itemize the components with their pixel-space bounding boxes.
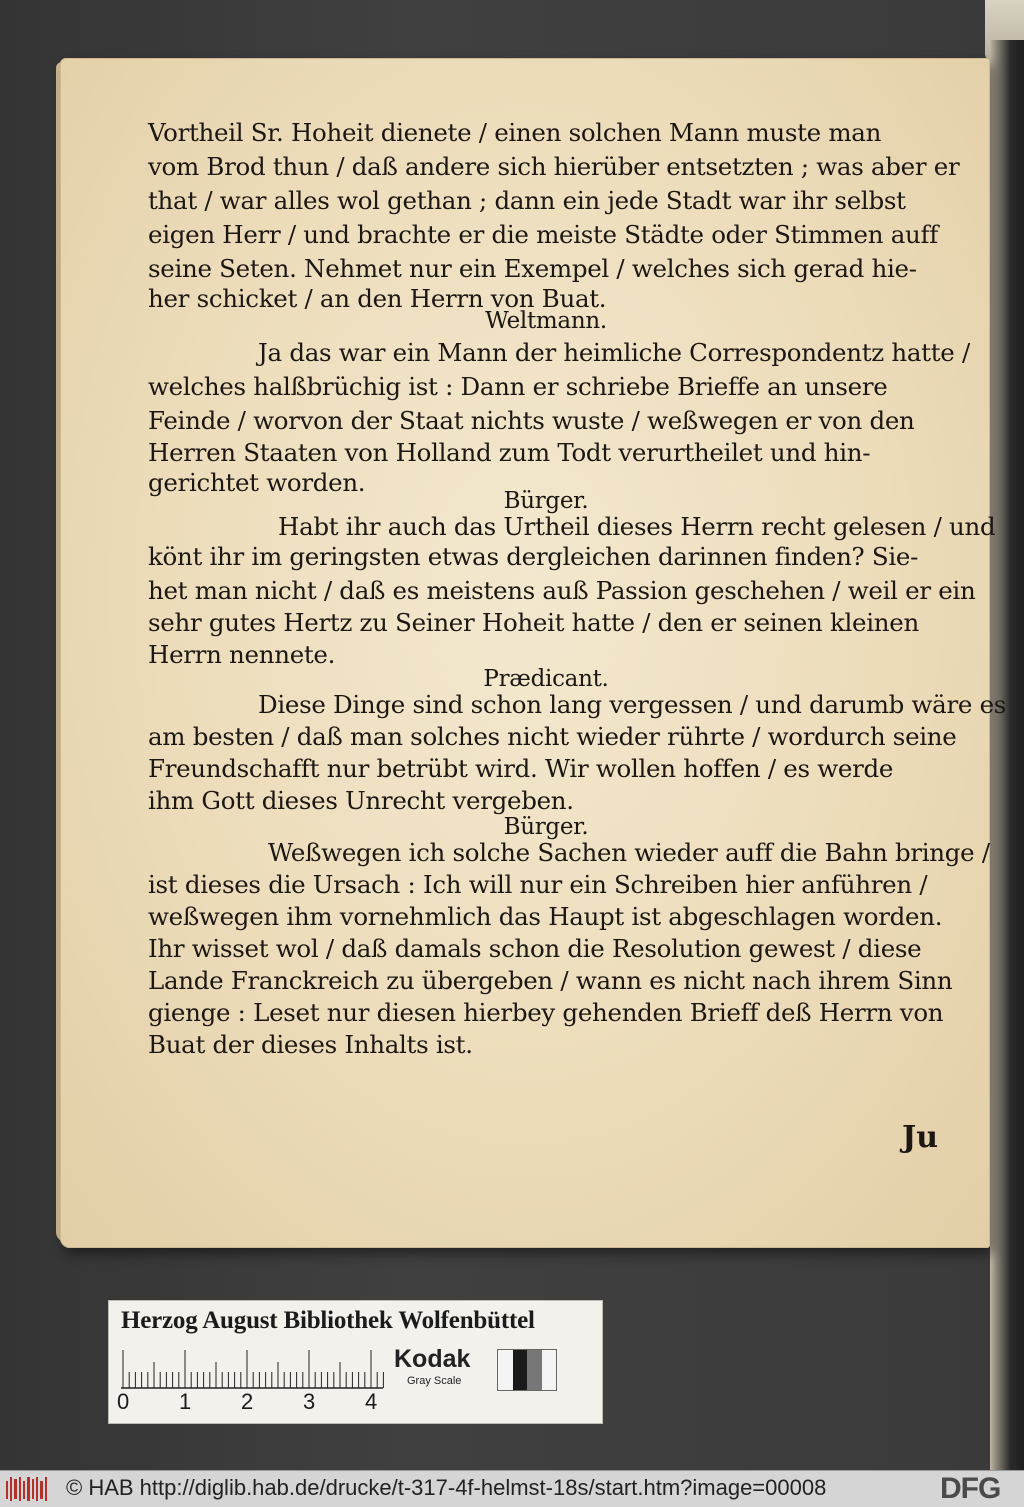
text-line: Ja das war ein Mann der heimliche Correspondentz hatte /: [258, 338, 970, 367]
text-line: Feinde / worvon der Staat nichts wuste / weßwegen er von den: [148, 406, 915, 435]
footer-bar: [0, 1470, 1024, 1507]
gray-patch-black: [513, 1350, 528, 1390]
text-line: weßwegen ihm vornehmlich das Haupt ist abgeschlagen worden.: [148, 902, 943, 931]
speaker-heading: Bürger.: [503, 814, 589, 840]
text-line: sehr gutes Hertz zu Seiner Hoheit hatte / den er seinen kleinen: [148, 608, 919, 637]
source-url[interactable]: © HAB http://diglib.hab.de/drucke/t-317-4f-helmst-18s/start.htm?image=00008: [66, 1475, 827, 1500]
text-line: Lande Franckreich zu übergeben / wann es nicht nach ihrem Sinn: [148, 966, 953, 995]
text-line: könt ihr im geringsten etwas dergleichen darinnen finden? Sie-: [148, 542, 919, 571]
text-line: Habt ihr auch das Urtheil dieses Herrn recht gelesen / und: [278, 512, 996, 541]
gray-scale-caption: Gray Scale: [407, 1375, 462, 1387]
speaker-heading: Weltmann.: [485, 308, 607, 334]
gray-patch-gray: [527, 1350, 542, 1390]
text-line: Ihr wisset wol / daß damals schon die Resolution gewest / diese: [148, 934, 922, 963]
text-line: Freundschafft nur betrübt wird. Wir wollen hoffen / es werde: [148, 754, 894, 783]
gray-patch-white: [498, 1350, 513, 1390]
text-line: am besten / daß man solches nicht wieder rührte / wordurch seine: [148, 722, 957, 751]
barcode-icon: [6, 1477, 50, 1501]
text-line: Herren Staaten von Holland zum Todt verurtheilet und hin-: [148, 438, 871, 467]
text-line: welches halßbrüchig ist : Dann er schriebe Brieffe an unsere: [148, 372, 888, 401]
text-line: ihm Gott dieses Unrecht vergeben.: [148, 786, 574, 815]
ruler-number: 1: [179, 1389, 192, 1414]
text-line: gerichtet worden.: [148, 468, 366, 497]
text-line: gienge : Leset nur diesen hierbey gehenden Brieff deß Herrn von: [148, 998, 944, 1027]
ruler-number: 2: [241, 1389, 254, 1414]
dfg-logo: DFG: [936, 1472, 1000, 1506]
text-line: her schicket / an den Herrn von Buat.: [148, 284, 607, 313]
text-line: seine Seten. Nehmet nur ein Exempel / welches sich gerad hie-: [148, 254, 917, 283]
book-edge: [990, 40, 1024, 1470]
gray-patch-white: [542, 1350, 557, 1390]
catchword: Ju: [902, 1120, 939, 1155]
ruler-number: 3: [303, 1389, 316, 1414]
speaker-heading: Prædicant.: [483, 666, 609, 692]
text-line: Buat der dieses Inhalts ist.: [148, 1030, 473, 1059]
kodak-brand: Kodak: [394, 1345, 471, 1373]
ruler-number: 4: [365, 1389, 378, 1414]
speaker-heading: Bürger.: [503, 488, 589, 514]
text-line: Weßwegen ich solche Sachen wieder auff die Bahn bringe /: [268, 838, 990, 867]
text-line: Herrn nennete.: [148, 640, 336, 669]
text-line: het man nicht / daß es meistens auß Passion geschehen / weil er ein: [148, 576, 976, 605]
text-line: Vortheil Sr. Hoheit dienete / einen solchen Mann muste man: [148, 118, 882, 147]
text-line: that / war alles wol gethan ; dann ein jede Stadt war ihr selbst: [148, 186, 906, 215]
ruler-number: 0: [117, 1389, 130, 1414]
gray-scale-patch: [497, 1349, 557, 1391]
text-line: vom Brod thun / daß andere sich hierüber entsetzten ; was aber er: [148, 152, 960, 181]
library-name: Herzog August Bibliothek Wolfenbüttel: [121, 1307, 535, 1334]
library-label-card: [108, 1300, 603, 1424]
text-line: ist dieses die Ursach : Ich will nur ein Schreiben hier anführen /: [148, 870, 928, 899]
text-line: Diese Dinge sind schon lang vergessen / und darumb wäre es: [258, 690, 1007, 719]
text-line: eigen Herr / und brachte er die meiste Städte oder Stimmen auff: [148, 220, 939, 249]
